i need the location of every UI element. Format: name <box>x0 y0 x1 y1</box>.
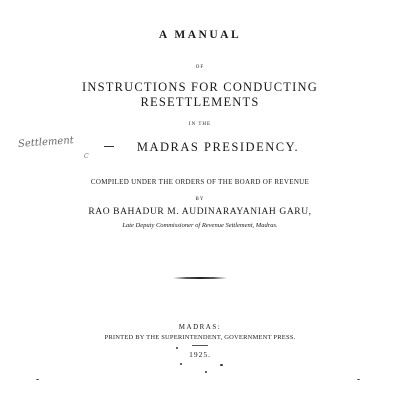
compiled-statement: COMPILED UNDER THE ORDERS OF THE BOARD OF REVENUE <box>90 178 310 186</box>
handwritten-annotation: Settlement <box>17 135 75 150</box>
imprint-year: 1925. <box>189 350 211 359</box>
imprint-place: MADRAS: <box>178 323 222 331</box>
author-title: Late Deputy Commissioner of Revenue Settlement, Madras. <box>122 222 278 229</box>
imprint-printer: PRINTED BY THE SUPERINTENDENT, GOVERNMENT PRESS. <box>104 334 296 341</box>
ink-speck <box>180 363 182 365</box>
subtitle-line-2: RESETTLEMENTS <box>140 95 260 109</box>
author-name: RAO BAHADUR M. AUDINARAYANIAH GARU, <box>88 207 312 217</box>
handwritten-annotation-sub: C <box>84 153 89 160</box>
of-label: OF <box>195 65 205 70</box>
ink-speck <box>205 371 207 373</box>
ornament-rule <box>173 276 227 280</box>
ink-speck <box>36 379 39 380</box>
ink-speck <box>176 347 178 349</box>
ink-speck <box>357 379 360 380</box>
book-title: A MANUAL <box>158 29 242 41</box>
by-label: BY <box>195 197 205 202</box>
region-title: MADRAS PRESIDENCY. <box>136 140 300 154</box>
ink-speck <box>220 364 223 366</box>
subtitle-line-1: INSTRUCTIONS FOR CONDUCTING <box>82 80 318 94</box>
in-the-label: IN THE <box>188 122 212 127</box>
imprint-rule <box>192 345 208 346</box>
